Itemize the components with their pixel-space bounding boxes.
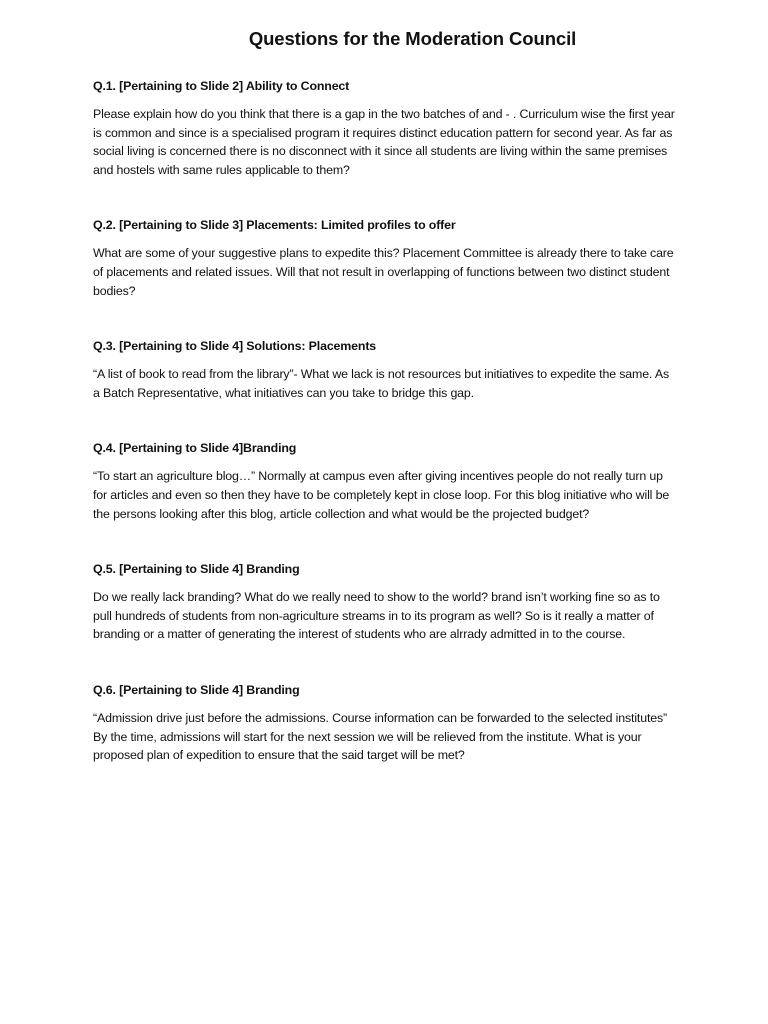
question-1 [93, 77, 678, 179]
question-3 [93, 337, 678, 402]
question-paragraph: By the time, admissions will start for the next session we will be relieved from the institute. What is your proposed plan of expedition to ensure that the said target will be met? [93, 729, 642, 763]
question-paragraph: “A list of book to read from the library”- What we lack is not resources but initiatives to expedite the same. As a Batch Representative, what initiatives can you take to bridge this gap. [93, 367, 669, 400]
question-heading: Q.1. [Pertaining to Slide 2] Ability to Connect [93, 79, 350, 93]
question-body [93, 467, 678, 523]
question-body [93, 105, 678, 179]
question-paragraph: “To start an agriculture blog…” Normally at campus even after giving incentives people do not really turn up for articles and even so then they have to be completely kept in close loop. For this blog initiative who will be the persons looking after this blog, article collection and what would be the projected budget? [93, 469, 670, 521]
question-5 [93, 560, 678, 644]
question-body [93, 244, 678, 300]
question-body [93, 365, 678, 402]
question-4 [93, 439, 678, 523]
question-heading: Q.3. [Pertaining to Slide 4] Solutions: Placements [93, 339, 377, 354]
question-heading: Q.4. [Pertaining to Slide 4]Branding [93, 441, 297, 456]
question-paragraph: “Admission drive just before the admissions. Course information can be forwarded to the selected institutes” [93, 710, 668, 725]
question-paragraph: What are some of your suggestive plans to expedite this? Placement Committee is already there to take care of placements and related issues. Will that not result in overlapping of functions between two distinct student bodies? [93, 246, 674, 298]
question-paragraph: Do we really lack branding? What do we really need to show to the world? brand isn’t working fine so as to pull hundreds of students from non-agriculture streams in to its program as well? So is it really a matter of branding or a matter of generating the interest of students who are alrrady admitted in to the course. [93, 590, 660, 642]
question-body [93, 588, 678, 644]
document-title: Questions for the Moderation Council [248, 28, 577, 49]
question-2 [93, 216, 678, 300]
question-heading: Q.6. [Pertaining to Slide 4] Branding [93, 682, 300, 697]
question-heading: Q.5. [Pertaining to Slide 4] Branding [93, 562, 300, 577]
question-6 [93, 681, 678, 765]
question-body [93, 709, 678, 765]
question-heading: Q.2. [Pertaining to Slide 3] Placements: Limited profiles to offer [93, 218, 456, 233]
question-paragraph: Please explain how do you think that there is a gap in the two batches of and - . Curriculum wise the first year is common and since is a specialised program it requires distinct education pattern for second year. As far as social living is concerned there is no disconnect with it since all students are living within the same premises and hostels with same rules applicable to them? [93, 107, 675, 177]
